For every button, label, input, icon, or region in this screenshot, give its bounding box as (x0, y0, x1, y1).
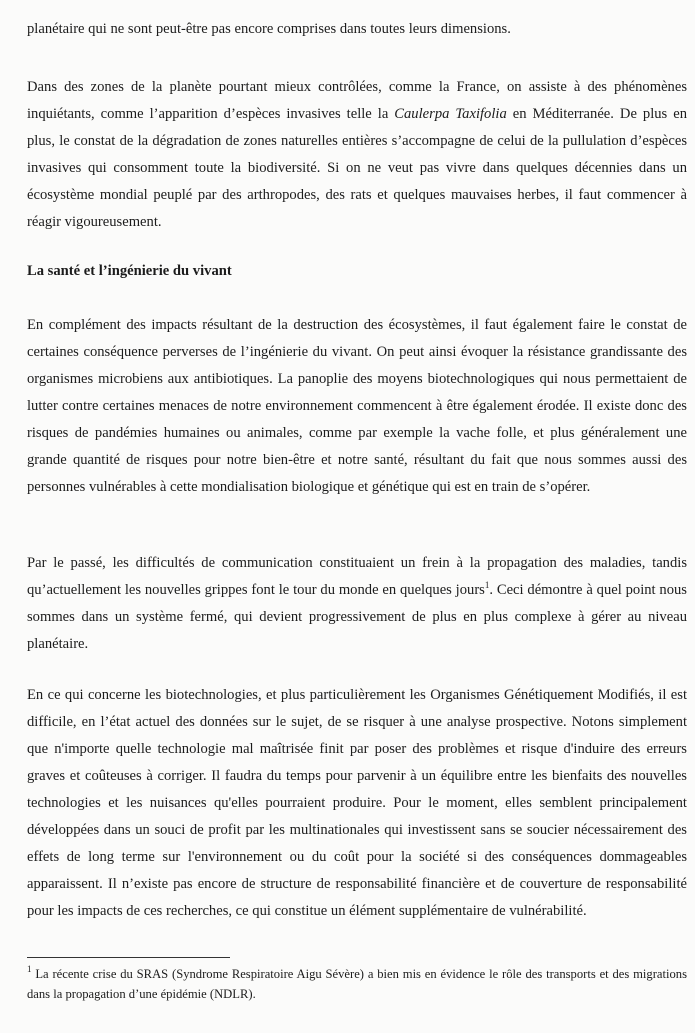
paragraph-text: Dans des zones de la planète pourtant mieux contrôlées, comme la France, on assiste à des phénomènes inquiétants, comme l’apparition d’espèces invasives telle la (27, 79, 687, 122)
paragraph-text: planétaire qui ne sont peut-être pas encore comprises dans toutes leurs dimensions. (27, 21, 511, 37)
species-name: Caulerpa Taxifolia (394, 106, 507, 122)
paragraph-invasive-species (27, 74, 687, 236)
footnote (27, 964, 687, 1004)
footnote-text: La récente crise du SRAS (Syndrome Respiratoire Aigu Sévère) a bien mis en évidence le rôle des transports et des migrations dans la propagation d’une épidémie (NDLR). (27, 967, 687, 1001)
section-heading: La santé et l’ingénierie du vivant (27, 263, 232, 279)
paragraph-continuation (27, 16, 687, 43)
paragraph-communication (27, 550, 687, 658)
footnote-divider (27, 957, 230, 958)
paragraph-text: En complément des impacts résultant de la destruction des écosystèmes, il faut également faire le constat de certaines conséquence perverses de l’ingénierie du vivant. On peut ainsi évoquer la résistance grandissante des organismes microbiens aux antibiotiques. La panoplie des moyens biotechnologiques qui nous permettaient de lutter contre certaines menaces de notre environnement commencent à être également érodée. Il existe donc des risques de pandémies humaines ou animales, comme par exemple la vache folle, et plus généralement une grande quantité de risques pour notre bien-être et notre santé, résultant du fait que nous sommes aussi des personnes vulnérables à cette mondialisation biologique et génétique qui est en train de s’opérer. (27, 317, 687, 495)
paragraph-text: . Ceci démontre à quel point nous sommes dans un système fermé, qui devient progressivement de plus en plus complexe à gérer au niveau planétaire. (27, 582, 687, 652)
paragraph-living-engineering (27, 312, 687, 501)
paragraph-biotechnologies (27, 682, 687, 925)
paragraph-text: Par le passé, les difficultés de communication constituaient un frein à la propagation des maladies, tandis qu’actuellement les nouvelles grippes font le tour du monde en quelques jours (27, 555, 687, 598)
paragraph-text: En ce qui concerne les biotechnologies, et plus particulièrement les Organismes Génétiquement Modifiés, il est difficile, en l’état actuel des données sur le sujet, de se risquer à une analyse prospective. Notons simplement que n'importe quelle technologie mal maîtrisée finit par poser des problèmes et risque d'induire des erreurs graves et coûteuses à corriger. Il faudra du temps pour parvenir à un équilibre entre les bienfaits des nouvelles technologies et les nuisances qu'elles pourraient produire. Pour le moment, elles semblent principalement développées dans un souci de profit par les multinationales qui investissent sans se soucier nécessairement des effets de long terme sur l'environnement ou du coût pour la société si des conséquences dommageables apparaissent. Il n’existe pas encore de structure de responsabilité financière et de couverture de responsabilité pour les impacts de ces recherches, ce qui constitue un élément supplémentaire de vulnérabilité. (27, 687, 687, 919)
footnote-reference: 1 (484, 580, 490, 590)
footnote-mark: 1 (27, 964, 32, 974)
paragraph-text: en Méditerranée. De plus en plus, le constat de la dégradation de zones naturelles entières s’accompagne de celui de la pullulation d’espèces invasives qui consomment toute la biodiversité. Si on ne veut pas vivre dans quelques décennies dans un écosystème mondial peuplé par des arthropodes, des rats et quelques mauvaises herbes, il faut commencer à réagir vigoureusement. (27, 106, 687, 230)
